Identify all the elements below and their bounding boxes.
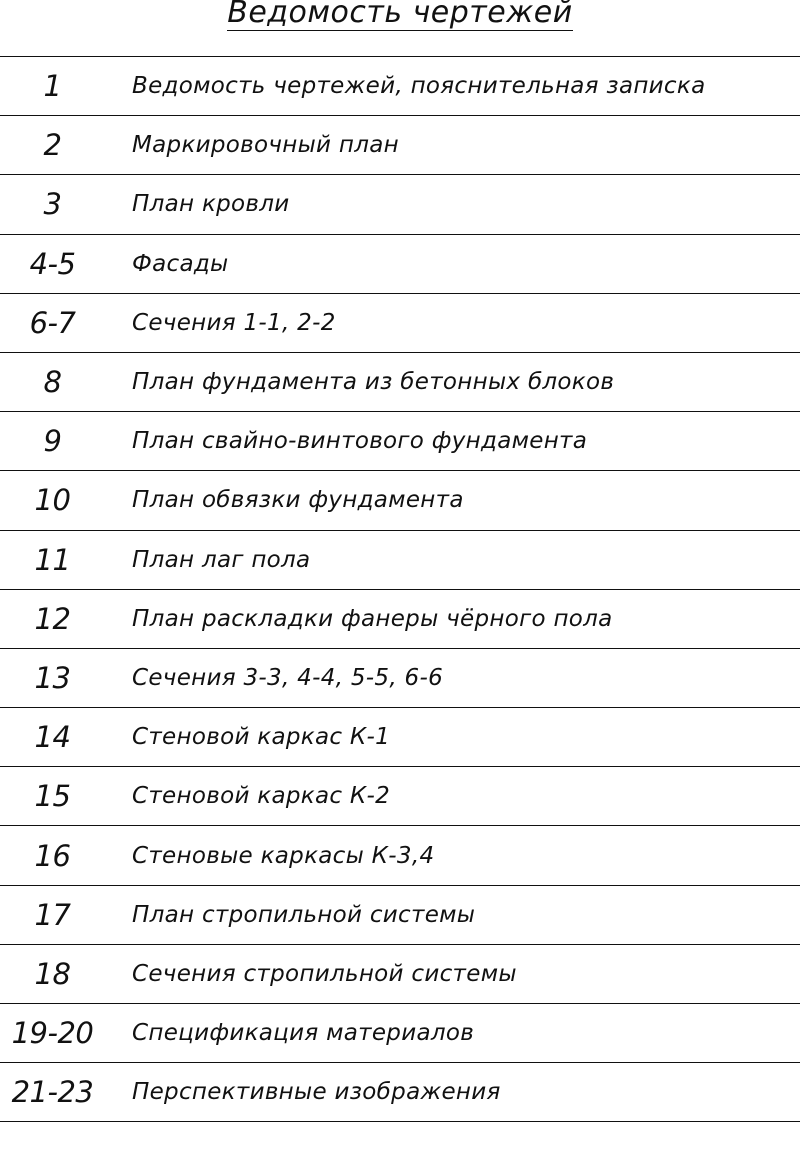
sheet-number: 6-7 bbox=[29, 305, 76, 340]
sheet-title: Сечения стропильной системы bbox=[132, 960, 517, 987]
page-title: Ведомость чертежей bbox=[227, 0, 572, 31]
table-row bbox=[0, 235, 800, 294]
sheet-title: Стеновые каркасы К-3,4 bbox=[132, 842, 435, 869]
sheet-number: 13 bbox=[34, 660, 71, 695]
sheet-title: Стеновой каркас К-1 bbox=[132, 724, 391, 751]
table-row bbox=[0, 175, 800, 234]
table-row bbox=[0, 353, 800, 412]
sheet-title: Маркировочный план bbox=[132, 132, 399, 159]
sheet-number: 21-23 bbox=[11, 1075, 94, 1110]
table-row bbox=[0, 649, 800, 708]
sheet-title: Фасады bbox=[132, 250, 229, 277]
drawings-table bbox=[0, 56, 800, 1122]
sheet-number: 9 bbox=[43, 424, 62, 459]
sheet-title: План кровли bbox=[132, 191, 290, 218]
sheet-title: План свайно-винтового фундамента bbox=[132, 428, 588, 455]
table-row bbox=[0, 708, 800, 767]
table-row bbox=[0, 767, 800, 826]
sheet-title: План стропильной системы bbox=[132, 901, 476, 928]
sheet-title: План раскладки фанеры чёрного пола bbox=[132, 605, 613, 632]
sheet-number: 12 bbox=[34, 601, 71, 636]
sheet-number: 8 bbox=[43, 365, 62, 400]
table-row bbox=[0, 471, 800, 530]
table-row bbox=[0, 945, 800, 1004]
sheet-number: 17 bbox=[34, 897, 71, 932]
table-row bbox=[0, 1063, 800, 1122]
table-row bbox=[0, 57, 800, 116]
table-row bbox=[0, 294, 800, 353]
table-row bbox=[0, 531, 800, 590]
sheet-title: План обвязки фундамента bbox=[132, 487, 464, 514]
sheet-title: План фундамента из бетонных блоков bbox=[132, 369, 615, 396]
table-row bbox=[0, 590, 800, 649]
table-row bbox=[0, 886, 800, 945]
sheet-number: 2 bbox=[43, 128, 62, 163]
sheet-number: 4-5 bbox=[29, 246, 76, 281]
sheet-number: 19-20 bbox=[11, 1016, 94, 1051]
sheet-number: 3 bbox=[43, 187, 62, 222]
title-container bbox=[0, 0, 800, 56]
table-row bbox=[0, 116, 800, 175]
sheet-title: Сечения 3-3, 4-4, 5-5, 6-6 bbox=[132, 664, 444, 691]
sheet-title: План лаг пола bbox=[132, 546, 311, 573]
table-row bbox=[0, 826, 800, 885]
sheet-title: Перспективные изображения bbox=[132, 1079, 501, 1106]
sheet-number: 18 bbox=[34, 956, 71, 991]
sheet-number: 11 bbox=[34, 542, 71, 577]
table-row bbox=[0, 1004, 800, 1063]
table-row bbox=[0, 412, 800, 471]
sheet-number: 10 bbox=[34, 483, 71, 518]
sheet-number: 16 bbox=[34, 838, 71, 873]
sheet-number: 1 bbox=[43, 69, 62, 104]
sheet-number: 14 bbox=[34, 720, 71, 755]
sheet-title: Стеновой каркас К-2 bbox=[132, 783, 391, 810]
sheet-title: Сечения 1-1, 2-2 bbox=[132, 309, 336, 336]
sheet-title: Спецификация материалов bbox=[132, 1020, 475, 1047]
sheet-title: Ведомость чертежей, пояснительная записка bbox=[132, 73, 706, 100]
sheet-number: 15 bbox=[34, 779, 71, 814]
